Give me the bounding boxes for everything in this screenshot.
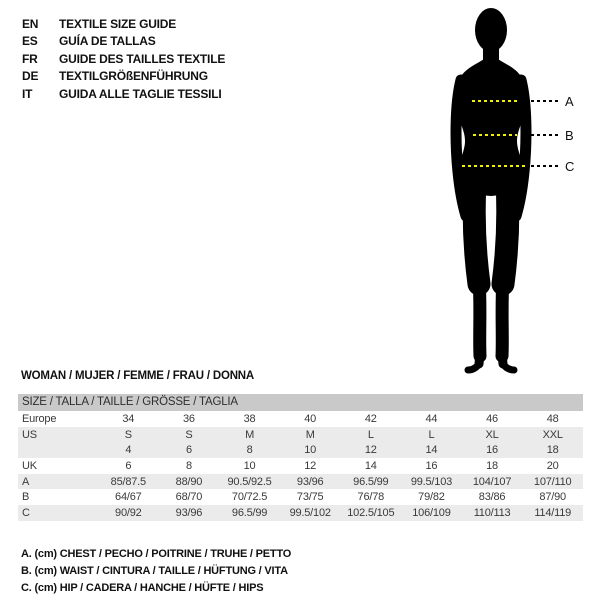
table-cell: 99.5/103 bbox=[410, 475, 453, 488]
language-row-en bbox=[22, 15, 225, 33]
table-cell: 93/96 bbox=[175, 506, 203, 519]
table-cell: 20 bbox=[546, 459, 559, 472]
table-cell: 79/82 bbox=[418, 491, 445, 504]
table-cell: M bbox=[305, 428, 315, 441]
table-cell: 70/72.5 bbox=[231, 491, 268, 504]
language-row-de bbox=[22, 68, 225, 86]
table-cell: 38 bbox=[243, 412, 256, 425]
table-cell: 83/86 bbox=[478, 491, 506, 504]
table-cell: 8 bbox=[185, 459, 192, 472]
language-label: GUÍA DE TALLAS bbox=[59, 34, 156, 49]
table-cell: 6 bbox=[185, 444, 192, 457]
language-label: GUIDA ALLE TAGLIE TESSILI bbox=[59, 86, 222, 101]
table-cell: 18 bbox=[486, 459, 498, 472]
legend-line-hip: C. (cm) HIP / CADERA / HANCHE / HÜFTE / HIPS bbox=[21, 582, 264, 594]
table-cell: 88/90 bbox=[175, 475, 203, 488]
table-cell: 4 bbox=[125, 444, 132, 457]
table-cell: 73/75 bbox=[296, 491, 324, 504]
language-code: EN bbox=[22, 16, 39, 31]
table-cell: 90/92 bbox=[115, 506, 142, 519]
table-cell: 87/90 bbox=[539, 491, 566, 504]
table-cell: 36 bbox=[183, 412, 195, 425]
row-label: C bbox=[22, 506, 30, 519]
table-cell: 6 bbox=[125, 459, 132, 472]
table-cell: 10 bbox=[243, 459, 256, 472]
table-cell: 114/119 bbox=[534, 506, 572, 519]
table-cell: 10 bbox=[304, 444, 317, 457]
group-title: WOMAN / MUJER / FEMME / FRAU / DONNA bbox=[21, 370, 255, 382]
table-cell: 76/78 bbox=[357, 491, 385, 504]
table-cell: 64/67 bbox=[115, 491, 142, 504]
table-cell: 68/70 bbox=[175, 491, 203, 504]
silhouette-right-calf bbox=[502, 278, 503, 356]
table-cell: L bbox=[367, 428, 374, 441]
table-cell: 93/96 bbox=[296, 475, 324, 488]
table-cell: 18 bbox=[546, 444, 559, 457]
size-table bbox=[18, 394, 583, 521]
table-cell: 40 bbox=[304, 412, 317, 425]
table-cell: XXL bbox=[542, 428, 563, 441]
table-cell: 14 bbox=[364, 459, 377, 472]
table-cell: 16 bbox=[425, 459, 438, 472]
table-cell: 12 bbox=[304, 459, 317, 472]
row-label: Europe bbox=[22, 412, 57, 425]
table-cell: XL bbox=[485, 428, 499, 441]
table-cell: 48 bbox=[546, 412, 559, 425]
table-row-europe bbox=[18, 411, 583, 427]
waist-marker-label: B bbox=[565, 128, 574, 143]
silhouette-left-calf bbox=[479, 278, 480, 356]
table-cell: 12 bbox=[364, 444, 377, 457]
silhouette-right-foot bbox=[503, 364, 514, 370]
table-cell: L bbox=[428, 428, 435, 441]
language-code: DE bbox=[22, 69, 39, 84]
language-row-it bbox=[22, 85, 225, 103]
table-cell: 96.5/99 bbox=[353, 475, 389, 488]
hip-marker-label: C bbox=[565, 159, 575, 174]
table-cell: 110/113 bbox=[473, 506, 511, 519]
language-code: FR bbox=[22, 51, 38, 66]
row-label: US bbox=[22, 428, 37, 441]
row-label: UK bbox=[22, 459, 37, 472]
table-row-us-numeric bbox=[18, 442, 583, 458]
silhouette-left-foot bbox=[468, 364, 479, 370]
table-cell: 107/110 bbox=[533, 475, 572, 488]
table-row-hip bbox=[18, 505, 583, 521]
language-code: IT bbox=[22, 86, 33, 101]
table-cell: 44 bbox=[425, 412, 438, 425]
language-row-es bbox=[22, 33, 225, 51]
table-row-chest bbox=[18, 474, 583, 490]
table-cell: S bbox=[124, 428, 132, 441]
language-label: GUIDE DES TAILLES TEXTILE bbox=[59, 51, 226, 66]
woman-silhouette-figure bbox=[425, 4, 600, 384]
table-cell: 90.5/92.5 bbox=[227, 475, 272, 488]
language-row-fr bbox=[22, 50, 225, 68]
silhouette-left-thigh bbox=[474, 182, 479, 284]
silhouette-right-thigh bbox=[503, 182, 508, 284]
table-cell: 99.5/102 bbox=[289, 506, 331, 519]
legend-line-chest: A. (cm) CHEST / PECHO / POITRINE / TRUHE / PETTO bbox=[21, 548, 292, 560]
language-code: ES bbox=[22, 34, 38, 49]
measurement-legend bbox=[21, 546, 291, 597]
table-cell: 106/109 bbox=[412, 506, 451, 519]
language-label: TEXTILGRÖßENFÜHRUNG bbox=[59, 69, 208, 84]
row-label: B bbox=[22, 491, 30, 504]
table-cell: 104/107 bbox=[472, 475, 512, 488]
table-cell: 8 bbox=[246, 444, 253, 457]
table-cell: 102.5/105 bbox=[347, 506, 395, 519]
language-list bbox=[22, 15, 225, 103]
table-cell: 14 bbox=[425, 444, 438, 457]
table-cell: 16 bbox=[486, 444, 498, 457]
table-cell: S bbox=[185, 428, 193, 441]
table-row-waist bbox=[18, 489, 583, 505]
language-label: TEXTILE SIZE GUIDE bbox=[59, 16, 177, 31]
table-cell: 85/87.5 bbox=[110, 475, 146, 488]
size-table-header: SIZE / TALLA / TAILLE / GRÖSSE / TAGLIA bbox=[18, 394, 583, 411]
row-label: A bbox=[22, 475, 30, 488]
table-row-uk bbox=[18, 458, 583, 474]
table-cell: 42 bbox=[364, 412, 377, 425]
table-cell: 34 bbox=[122, 412, 135, 425]
table-cell: 46 bbox=[486, 412, 498, 425]
legend-line-waist: B. (cm) WAIST / CINTURA / TAILLE / HÜFTUNG / VITA bbox=[21, 565, 288, 577]
table-cell: M bbox=[245, 428, 255, 441]
chest-marker-label: A bbox=[565, 94, 574, 109]
table-cell: 96.5/99 bbox=[231, 506, 268, 519]
table-row-us bbox=[18, 427, 583, 443]
